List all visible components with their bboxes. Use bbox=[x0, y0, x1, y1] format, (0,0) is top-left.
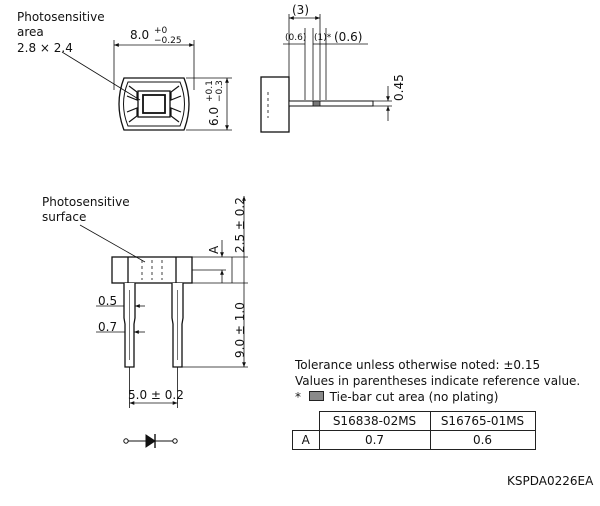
height-tolerance-lower: −0.3 bbox=[215, 80, 225, 102]
table-cell: 0.7 bbox=[319, 431, 430, 450]
table-cell: 0.6 bbox=[430, 431, 535, 450]
table-row bbox=[293, 431, 536, 450]
document-code: KSPDA0226EA bbox=[507, 474, 594, 488]
legend-text: Tie-bar cut area (no plating) bbox=[329, 390, 499, 404]
width-tolerance-lower: −0.25 bbox=[154, 36, 182, 46]
table-header-cell: S16838-02MS bbox=[319, 412, 430, 431]
lead-thickness-dimension: 0.45 bbox=[392, 74, 406, 101]
table-header-cell: S16765-01MS bbox=[430, 412, 535, 431]
width-tolerance-upper: +0 bbox=[154, 26, 168, 36]
tie-bar-legend bbox=[295, 390, 498, 404]
side-view-package bbox=[261, 77, 373, 132]
top-view-package bbox=[119, 78, 189, 130]
width-value: 8.0 bbox=[130, 28, 150, 42]
width-dimension bbox=[130, 28, 149, 42]
side-mid-dimension bbox=[314, 31, 331, 45]
lead-pitch-dimension: 5.0 ± 0.2 bbox=[128, 388, 184, 402]
photosensitive-area-label-2: area bbox=[17, 25, 44, 39]
diode-symbol bbox=[124, 434, 177, 448]
side-left-dimension: (0.6) bbox=[285, 33, 307, 43]
legend-star: * bbox=[295, 390, 301, 404]
lead-length-dimension: 9.0 ± 1.0 bbox=[233, 302, 247, 358]
photosensitive-area-label: Photosensitive bbox=[17, 10, 105, 24]
tie-bar-swatch bbox=[309, 391, 324, 401]
side-overall-dimension: (3) bbox=[292, 3, 309, 17]
height-tolerance-upper: +0.1 bbox=[205, 80, 215, 102]
lead-shoulder-dimension: 0.7 bbox=[98, 320, 118, 334]
lead-width-dimension: 0.5 bbox=[98, 294, 118, 308]
reference-note: Values in parentheses indicate reference value. bbox=[295, 374, 581, 388]
height-dimension: 6.0 bbox=[207, 106, 221, 126]
table-corner bbox=[293, 412, 320, 431]
side-right-dimension: (0.6) bbox=[334, 30, 363, 44]
side-mid-value: (1) bbox=[314, 33, 327, 43]
photosensitive-surface-label-2: surface bbox=[42, 210, 87, 224]
package-height-dimension: 2.5 ± 0.2 bbox=[233, 197, 247, 253]
dimension-a-label: A bbox=[207, 245, 221, 254]
photosensitive-area-size: 2.8 × 2.4 bbox=[17, 41, 73, 55]
side-mid-star: * bbox=[326, 33, 332, 43]
tolerance-note: Tolerance unless otherwise noted: ±0.15 bbox=[295, 358, 541, 372]
front-view-package bbox=[112, 257, 192, 367]
photosensitive-surface-label: Photosensitive bbox=[42, 195, 130, 209]
table-row-label: A bbox=[293, 431, 320, 450]
dimension-table bbox=[292, 411, 536, 450]
table-header-row bbox=[293, 412, 536, 431]
